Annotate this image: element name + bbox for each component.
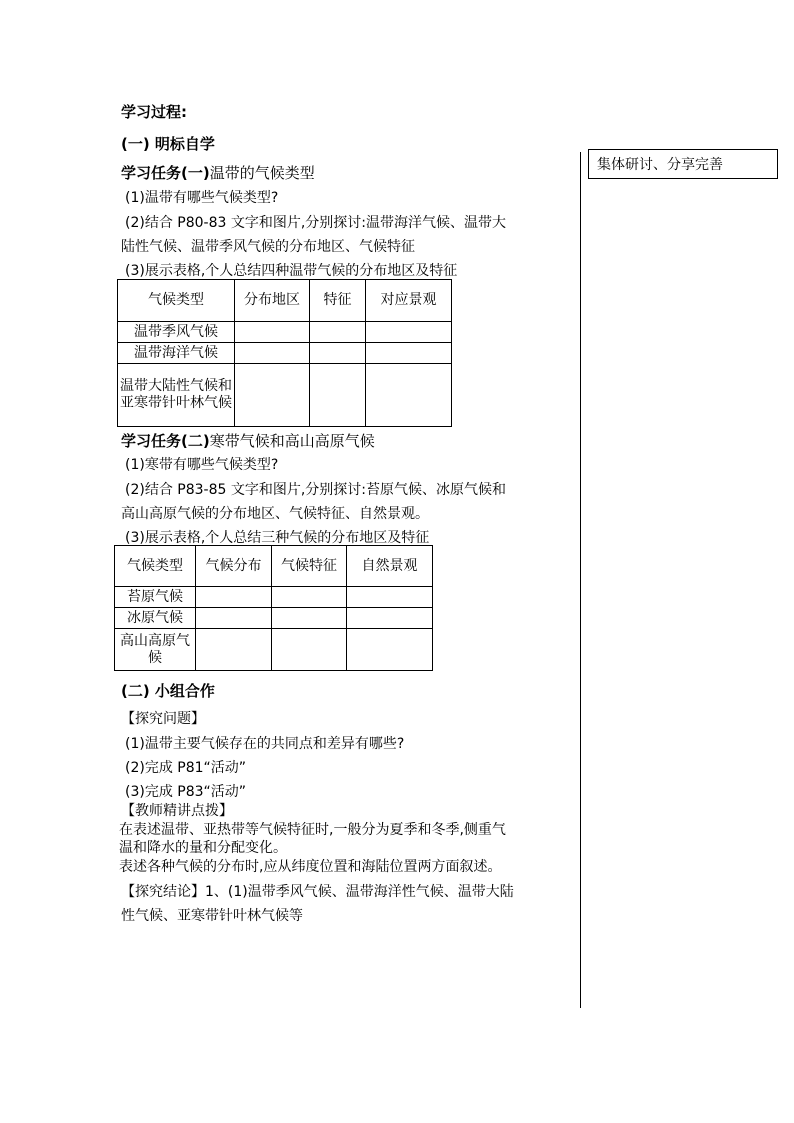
- t1-row3-distribution: [235, 364, 310, 427]
- task1-title: 温带的气候类型: [209, 164, 315, 182]
- teacher-line1: 在表述温带、亚热带等气候特征时,一般分为夏季和冬季,侧重气: [119, 822, 506, 838]
- t1-row3-type: 温带大陆性气候和亚寒带针叶林气候: [118, 364, 235, 427]
- t2-row3-feature: [272, 629, 347, 671]
- conclusion-line2: 性气候、亚寒带针叶林气候等: [121, 908, 303, 924]
- task1-heading: [121, 162, 315, 183]
- t2-header-type: 气候类型: [115, 546, 196, 587]
- task2-title: 寒带气候和高山高原气候: [209, 432, 375, 450]
- task1-q1: (1)温带有哪些气候类型?: [125, 190, 279, 206]
- t1-header-type: 气候类型: [118, 280, 235, 322]
- t1-row1-distribution: [235, 322, 310, 343]
- explore-q2: (2)完成 P81“活动”: [125, 760, 247, 776]
- t2-row3-landscape: [347, 629, 433, 671]
- task2-q2-line2: 高山高原气候的分布地区、气候特征、自然景观。: [121, 506, 429, 522]
- t1-row1-type: 温带季风气候: [118, 322, 235, 343]
- section1-title: (一) 明标自学: [121, 135, 215, 153]
- conclusion-line1: 【探究结论】1、(1)温带季风气候、温带海洋性气候、温带大陆: [121, 884, 514, 900]
- t1-row3-feature: [310, 364, 366, 427]
- t1-row1-landscape: [366, 322, 452, 343]
- t2-row1-type: 苔原气候: [115, 587, 196, 608]
- task1-label: 学习任务(一): [121, 164, 210, 182]
- t1-row2-landscape: [366, 343, 452, 364]
- task2-q2-line1: (2)结合 P83-85 文字和图片,分别探讨:苔原气候、冰原气候和: [125, 482, 507, 498]
- t2-row1-landscape: [347, 587, 433, 608]
- t2-row2-landscape: [347, 608, 433, 629]
- t2-row1-distribution: [196, 587, 272, 608]
- t1-row3-landscape: [366, 364, 452, 427]
- teacher-heading: 【教师精讲点拨】: [121, 803, 233, 819]
- explore-q3: (3)完成 P83“活动”: [125, 784, 247, 800]
- teacher-line2: 温和降水的量和分配变化。: [119, 840, 287, 856]
- task2-q3: (3)展示表格,个人总结三种气候的分布地区及特征: [125, 530, 430, 546]
- t1-row2-distribution: [235, 343, 310, 364]
- heading-learning-process: 学习过程:: [121, 103, 187, 121]
- task2-heading: [121, 430, 375, 451]
- task2-label: 学习任务(二): [121, 432, 210, 450]
- t2-header-distribution: 气候分布: [196, 546, 272, 587]
- section2-title: (二) 小组合作: [121, 682, 215, 700]
- t1-header-landscape: 对应景观: [366, 280, 452, 322]
- t2-row3-distribution: [196, 629, 272, 671]
- t2-row1-feature: [272, 587, 347, 608]
- t2-header-landscape: 自然景观: [347, 546, 433, 587]
- sidebar-note-box: 集体研讨、分享完善: [588, 149, 778, 179]
- task1-table: [117, 279, 452, 427]
- t2-row2-feature: [272, 608, 347, 629]
- t2-row2-distribution: [196, 608, 272, 629]
- t1-row2-type: 温带海洋气候: [118, 343, 235, 364]
- task1-q3: (3)展示表格,个人总结四种温带气候的分布地区及特征: [125, 263, 458, 279]
- task2-q1: (1)寒带有哪些气候类型?: [125, 457, 279, 473]
- t1-header-feature: 特征: [310, 280, 366, 322]
- t2-row3-type: 高山高原气候: [115, 629, 196, 671]
- t1-header-distribution: 分布地区: [235, 280, 310, 322]
- explore-q1: (1)温带主要气候存在的共同点和差异有哪些?: [125, 736, 405, 752]
- column-divider: [580, 152, 581, 1008]
- task1-q2-line2: 陆性气候、温带季风气候的分布地区、气候特征: [121, 239, 415, 255]
- explore-heading: 【探究问题】: [121, 711, 205, 727]
- task2-table: [114, 545, 433, 671]
- t1-row2-feature: [310, 343, 366, 364]
- teacher-line3: 表述各种气候的分布时,应从纬度位置和海陆位置两方面叙述。: [119, 859, 502, 875]
- t1-row1-feature: [310, 322, 366, 343]
- t2-row2-type: 冰原气候: [115, 608, 196, 629]
- task1-q2-line1: (2)结合 P80-83 文字和图片,分别探讨:温带海洋气候、温带大: [125, 215, 507, 231]
- t2-header-feature: 气候特征: [272, 546, 347, 587]
